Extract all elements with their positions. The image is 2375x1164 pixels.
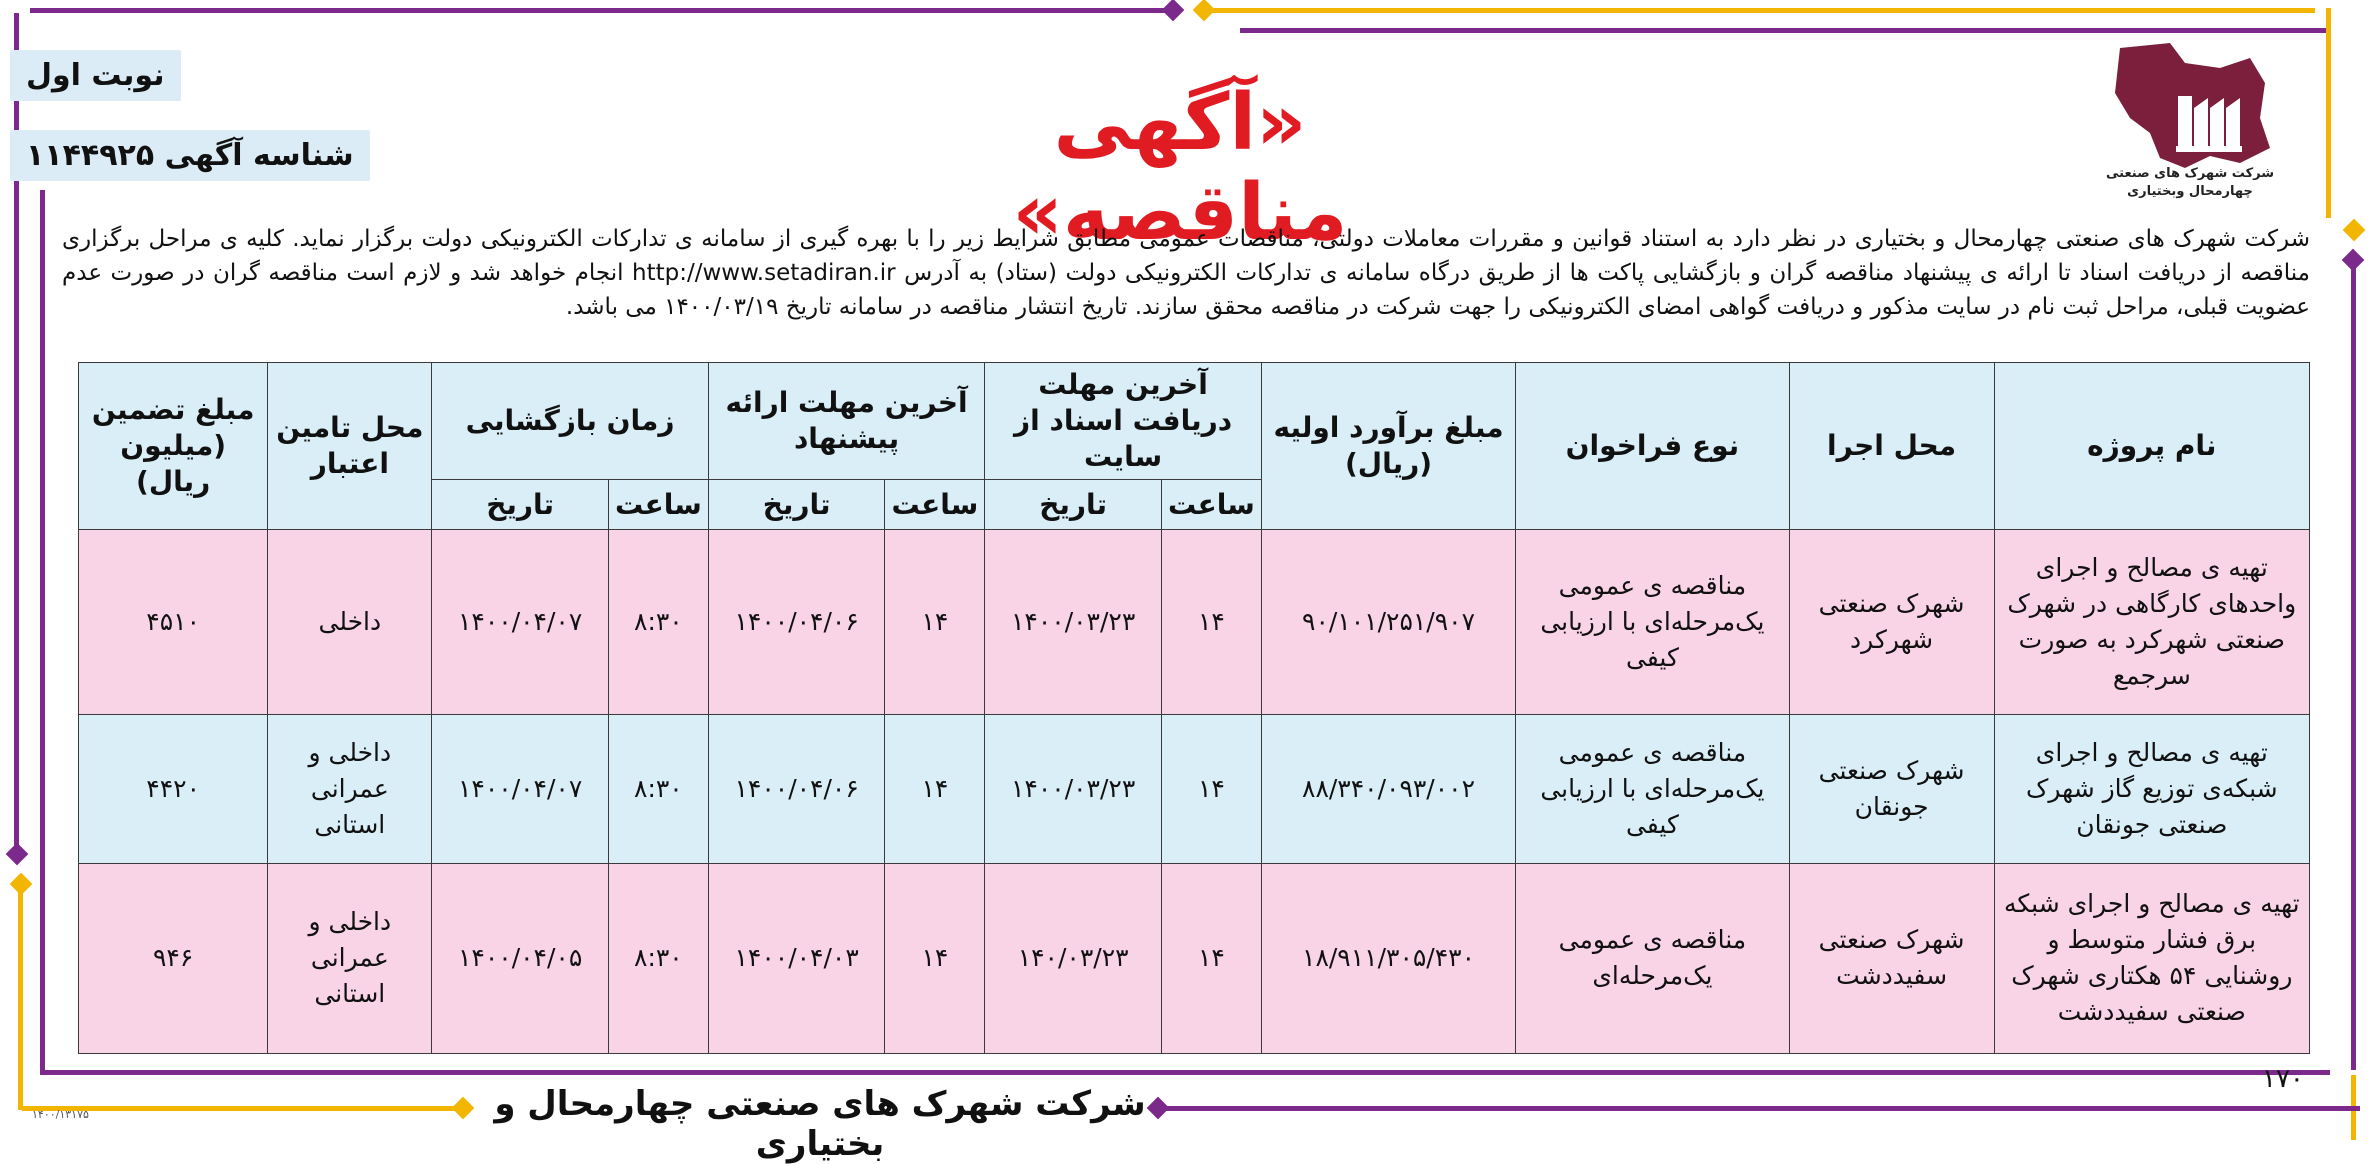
- tender-table: [78, 362, 2310, 1054]
- logo-caption-line: شرکت شهرک های صنعتی: [2105, 166, 2274, 181]
- frame-diamond: [2343, 219, 2366, 242]
- footer-code: ۱۴۰۰/۱۳۱۷۵: [32, 1108, 89, 1121]
- header-funding: محل تامین اعتبار: [268, 363, 432, 530]
- table-row: [79, 714, 2310, 863]
- header-doc-deadline: آخرین مهلت دریافت اسناد از سایت: [985, 363, 1262, 480]
- header-opening: زمان بازگشایی: [432, 363, 709, 480]
- cell-open-time: ۸:۳۰: [608, 714, 708, 863]
- round-label: نوبت اول: [10, 50, 181, 101]
- cell-guarantee: ۹۴۶: [79, 863, 268, 1053]
- frame-diamond: [6, 843, 29, 866]
- cell-project: تهیه ی مصالح و اجرای شبکه برق فشار متوسط و روشنایی ۵۴ هکتاری شهرک صنعتی سفیددشت: [1994, 863, 2309, 1053]
- frame-bottom-inner: [40, 1070, 2330, 1075]
- header-date: تاریخ: [432, 480, 609, 530]
- cell-funding: داخلی: [268, 530, 432, 715]
- frame-right-purple: [2351, 260, 2356, 1070]
- frame-diamond: [2342, 249, 2365, 272]
- header-guarantee: مبلغ تضمین (میلیون ریال): [79, 363, 268, 530]
- cell-doc-date: ۱۴۰/۰۳/۲۳: [985, 863, 1162, 1053]
- cell-call-type: مناقصه ی عمومی یک‌مرحله‌ای: [1516, 863, 1789, 1053]
- cell-doc-date: ۱۴۰۰/۰۳/۲۳: [985, 530, 1162, 715]
- header-time: ساعت: [1161, 480, 1261, 530]
- header-call-type: نوع فراخوان: [1516, 363, 1789, 530]
- header-project-name: نام پروژه: [1994, 363, 2309, 530]
- cell-funding: داخلی و عمرانی استانی: [268, 863, 432, 1053]
- header-estimate: مبلغ برآورد اولیه (ریال): [1261, 363, 1515, 530]
- frame-left-gold: [18, 885, 23, 1110]
- cell-open-time: ۸:۳۰: [608, 530, 708, 715]
- header-time: ساعت: [885, 480, 985, 530]
- page-title: «آگهی مناقصه»: [1012, 78, 1348, 258]
- cell-project: تهیه ی مصالح و اجرای واحدهای کارگاهی در شهرک صنعتی شهرکرد به صورت سرجمع: [1994, 530, 2309, 715]
- cell-open-date: ۱۴۰۰/۰۴/۰۵: [432, 863, 609, 1053]
- cell-location: شهرک صنعتی سفیددشت: [1789, 863, 1994, 1053]
- cell-offer-time: ۱۴: [885, 530, 985, 715]
- frame-bottom-purple-right: [1160, 1106, 2360, 1111]
- intro-paragraph: شرکت شهرک های صنعتی چهارمحال و بختیاری در نظر دارد به استناد قوانین و مقررات معاملات دولتی، مناقصات عمومی مطابق شرایط زیر را با بهره گیری از سامانه ی تدارکات الکترونیکی دولت برگزار نماید. کلیه ی مراحل برگزاری مناقصه از دریافت اسناد تا ارائه ی پیشنهاد مناقصه گران و بازگشایی پاکت ها از طریق درگاه سامانه ی تدارکات الکترونیکی دولت (ستاد) به آدرس http://www.setadiran.ir انجام خواهد شد و لازم است مناقصه گران در صورت عدم عضویت قبلی، مراحل ثبت نام در سایت مذکور و دریافت گواهی امضای الکترونیکی را جهت شرکت در مناقصه محقق سازند. تاریخ انتشار مناقصه در سامانه تاریخ ۱۴۰۰/۰۳/۱۹ می باشد.: [62, 226, 2310, 320]
- frame-right-gold: [2326, 8, 2331, 218]
- header-date: تاریخ: [708, 480, 885, 530]
- footer-company-name: شرکت شهرک های صنعتی چهارمحال و بختیاری: [494, 1084, 1146, 1164]
- cell-location: شهرک صنعتی شهرکرد: [1789, 530, 1994, 715]
- frame-diamond: [1162, 0, 1185, 21]
- cell-offer-time: ۱۴: [885, 863, 985, 1053]
- header-location: محل اجرا: [1789, 363, 1994, 530]
- frame-top-inner: [1240, 28, 2330, 33]
- logo-caption-line: چهارمحال وبختیاری: [2127, 184, 2253, 199]
- cell-doc-date: ۱۴۰۰/۰۳/۲۳: [985, 714, 1162, 863]
- header-offer-deadline: آخرین مهلت ارائه پیشنهاد: [708, 363, 985, 480]
- frame-diamond: [1193, 0, 1216, 21]
- header-time: ساعت: [608, 480, 708, 530]
- cell-call-type: مناقصه ی عمومی یک‌مرحله‌ای با ارزیابی کیفی: [1516, 530, 1789, 715]
- cell-open-time: ۸:۳۰: [608, 863, 708, 1053]
- table-row: [79, 863, 2310, 1053]
- cell-guarantee: ۴۵۱۰: [79, 530, 268, 715]
- cell-call-type: مناقصه ی عمومی یک‌مرحله‌ای با ارزیابی کیفی: [1516, 714, 1789, 863]
- cell-guarantee: ۴۴۲۰: [79, 714, 268, 863]
- cell-location: شهرک صنعتی جونقان: [1789, 714, 1994, 863]
- frame-top-gold: [1205, 8, 2315, 13]
- cell-offer-date: ۱۴۰۰/۰۴/۰۶: [708, 714, 885, 863]
- frame-left-inner: [40, 190, 45, 1070]
- cell-project: تهیه ی مصالح و اجرای شبکه‌ی توزیع گاز شهرک صنعتی جونقان: [1994, 714, 2309, 863]
- cell-open-date: ۱۴۰۰/۰۴/۰۷: [432, 714, 609, 863]
- cell-doc-time: ۱۴: [1161, 863, 1261, 1053]
- cell-funding: داخلی و عمرانی استانی: [268, 714, 432, 863]
- cell-offer-date: ۱۴۰۰/۰۴/۰۶: [708, 530, 885, 715]
- frame-top-purple: [30, 8, 1175, 13]
- cell-estimate: ۸۸/۳۴۰/۰۹۳/۰۰۲: [1261, 714, 1515, 863]
- cell-estimate: ۱۸/۹۱۱/۳۰۵/۴۳۰: [1261, 863, 1515, 1053]
- logo-caption: [2085, 165, 2295, 201]
- cell-estimate: ۹۰/۱۰۱/۲۵۱/۹۰۷: [1261, 530, 1515, 715]
- cell-open-date: ۱۴۰۰/۰۴/۰۷: [432, 530, 609, 715]
- cell-doc-time: ۱۴: [1161, 714, 1261, 863]
- cell-offer-time: ۱۴: [885, 714, 985, 863]
- page-number: ۱۷۰: [2262, 1064, 2304, 1094]
- cell-offer-date: ۱۴۰۰/۰۴/۰۳: [708, 863, 885, 1053]
- ad-id-label: شناسه آگهی ۱۱۴۴۹۲۵: [10, 130, 370, 181]
- cell-doc-time: ۱۴: [1161, 530, 1261, 715]
- header-date: تاریخ: [985, 480, 1162, 530]
- table-row: [79, 530, 2310, 715]
- frame-diamond: [10, 873, 33, 896]
